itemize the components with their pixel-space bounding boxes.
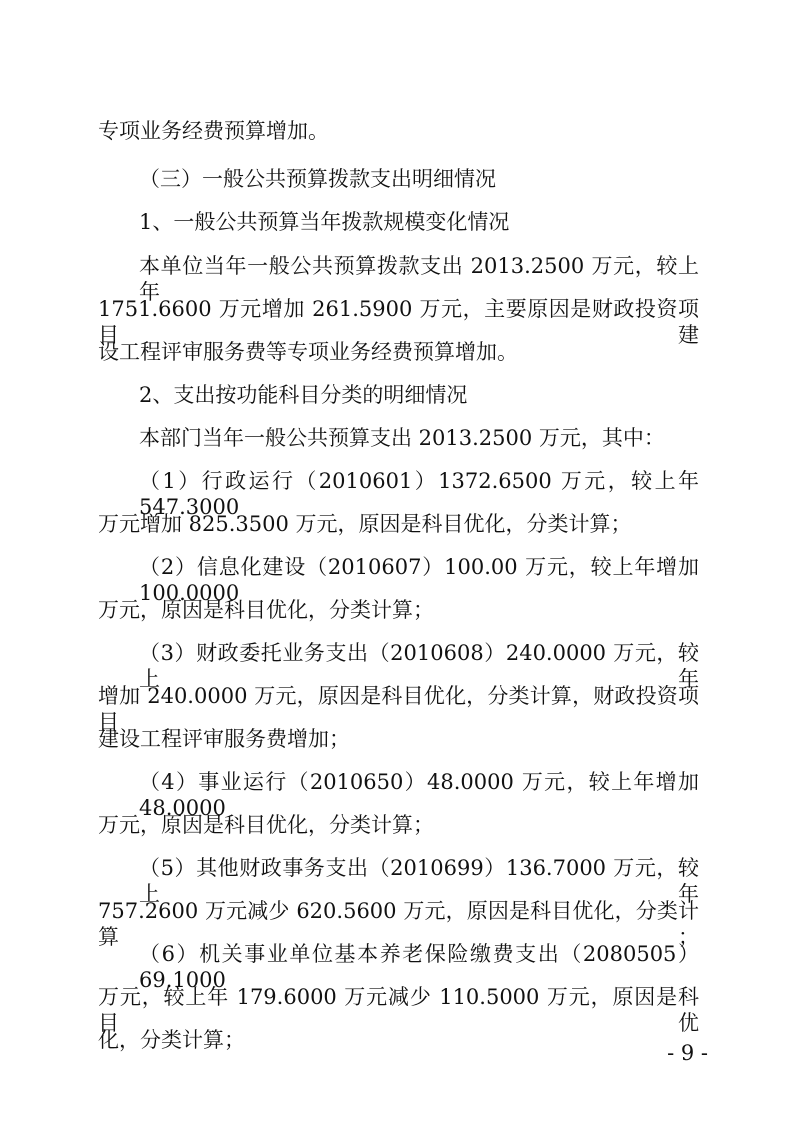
text-line: 万元，较上年 179.6000 万元减少 110.5000 万元，原因是科目优 — [98, 985, 699, 1035]
text-line: 设工程评审服务费等专项业务经费预算增加。 — [98, 340, 518, 364]
text-line: 专项业务经费预算增加。 — [98, 119, 329, 143]
text-line: 万元，原因是科目优化，分类计算； — [98, 813, 434, 837]
page-number: - 9 - — [667, 1041, 708, 1065]
text-line: 化，分类计算； — [98, 1028, 245, 1052]
subsection-heading: 1、一般公共预算当年拨款规模变化情况 — [139, 210, 510, 234]
text-line: 本部门当年一般公共预算支出 2013.2500 万元，其中： — [139, 426, 665, 450]
text-line: 757.2600 万元减少 620.5600 万元，原因是科目优化，分类计算； — [98, 899, 699, 949]
text-line: 万元，原因是科目优化，分类计算； — [98, 598, 434, 622]
list-item: （6）机关事业单位基本养老保险缴费支出（2080505）69.1000 — [139, 942, 699, 992]
text-line: 1751.6600 万元增加 261.5900 万元，主要原因是财政投资项目建 — [98, 297, 699, 347]
section-heading: （三）一般公共预算拨款支出明细情况 — [139, 167, 496, 191]
list-item: （5）其他财政事务支出（2010699）136.7000 万元，较上年 — [139, 856, 699, 906]
text-line: 增加 240.0000 万元，原因是科目优化，分类计算，财政投资项目 — [98, 684, 699, 734]
list-item: （3）财政委托业务支出（2010608）240.0000 万元，较上年 — [139, 641, 699, 691]
list-item: （4）事业运行（2010650）48.0000 万元，较上年增加 48.0000 — [139, 770, 699, 820]
text-line: 本单位当年一般公共预算拨款支出 2013.2500 万元，较上年 — [139, 254, 699, 304]
subsection-heading: 2、支出按功能科目分类的明细情况 — [139, 383, 468, 407]
list-item: （2）信息化建设（2010607）100.00 万元，较上年增加 100.0000 — [139, 555, 699, 605]
list-item: （1）行政运行（2010601）1372.6500 万元，较上年 547.3000 — [139, 469, 699, 519]
text-line: 建设工程评审服务费增加； — [98, 727, 350, 751]
text-line: 万元增加 825.3500 万元，原因是科目优化，分类计算； — [98, 512, 632, 536]
